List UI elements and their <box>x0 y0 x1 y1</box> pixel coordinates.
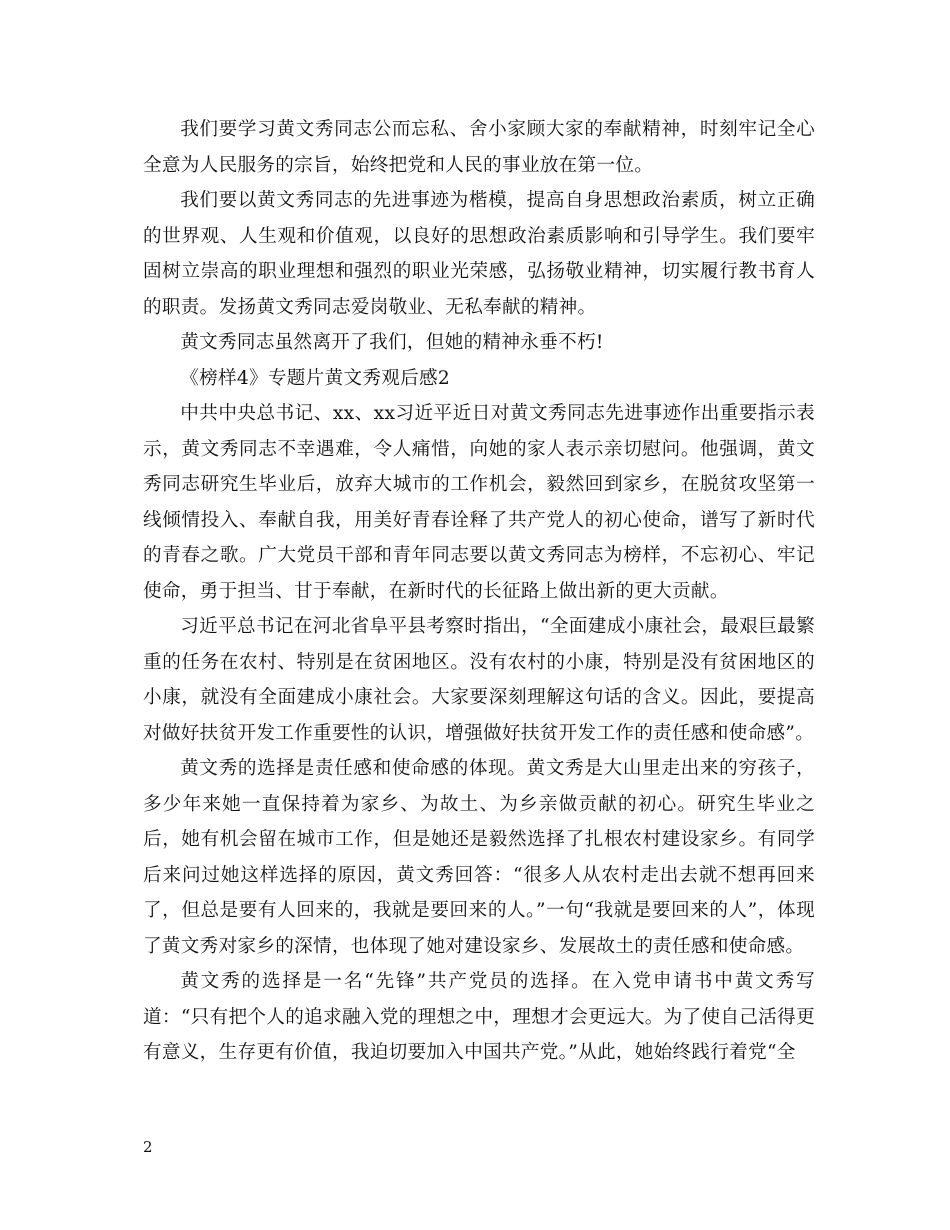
paragraph: 黄文秀同志虽然离开了我们，但她的精神永垂不朽! <box>180 332 604 353</box>
paragraph: 我们要以黄文秀同志的先进事迹为楷模，提高自身思想政治素质，树立正确的世界观、人生观和价值观，以良好的思想政治素质影响和引导学生。我们要牢固树立崇高的职业理想和强烈的职业光荣感，弘扬敬业精神，切实履行教书育人的职责。发扬黄文秀同志爱岗敬业、无私奉献的精神。 <box>143 190 815 318</box>
paragraph: 我们要学习黄文秀同志公而忘私、舍小家顾大家的奉献精神，时刻牢记全心全意为人民服务的宗旨，始终把党和人民的事业放在第一位。 <box>143 119 815 176</box>
section-heading: 《榜样4》专题片黄文秀观后感2 <box>180 367 451 389</box>
paragraph: 黄文秀的选择是一名“先锋”共产党员的选择。在入党申请书中黄文秀写道：“只有把个人的追求融入党的理想之中，理想才会更远大。为了使自己活得更有意义，生存更有价值，我迫切要加入中国共产党。”从此，她始终践行着党“全 <box>143 971 815 1063</box>
paragraph: 黄文秀的选择是责任感和使命感的体现。黄文秀是大山里走出来的穷孩子，多少年来她一直保持着为家乡、为故土、为乡亲做贡献的初心。研究生毕业之后，她有机会留在城市工作，但是她还是毅然选择了扎根农村建设家乡。有同学后来问过她这样选择的原因，黄文秀回答：“很多人从农村走出去就不想再回来了，但总是要有人回来的，我就是要回来的人。”一句“我就是要回来的人”，体现了黄文秀对家乡的深情，也体现了她对建设家乡、发展故土的责任感和使命感。 <box>143 758 815 957</box>
paragraph: 中共中央总书记、xx、xx习近平近日对黄文秀同志先进事迹作出重要指示表示，黄文秀同志不幸遇难，令人痛惜，向她的家人表示亲切慰问。他强调，黄文秀同志研究生毕业后，放弃大城市的工作机会，毅然回到家乡，在脱贫攻坚第一线倾情投入、奉献自我，用美好青春诠释了共产党人的初心使命，谱写了新时代的青春之歌。广大党员干部和青年同志要以黄文秀同志为榜样，不忘初心、牢记使命，勇于担当、甘于奉献，在新时代的长征路上做出新的更大贡献。 <box>143 403 815 602</box>
paragraph: 习近平总书记在河北省阜平县考察时指出，“全面建成小康社会，最艰巨最繁重的任务在农村、特别是在贫困地区。没有农村的小康，特别是没有贫困地区的小康，就没有全面建成小康社会。大家要深刻理解这句话的含义。因此，要提高对做好扶贫开发工作重要性的认识，增强做好扶贫开发工作的责任感和使命感”。 <box>143 616 815 744</box>
page-number: 2 <box>143 1138 153 1156</box>
document-body <box>143 112 815 1071</box>
